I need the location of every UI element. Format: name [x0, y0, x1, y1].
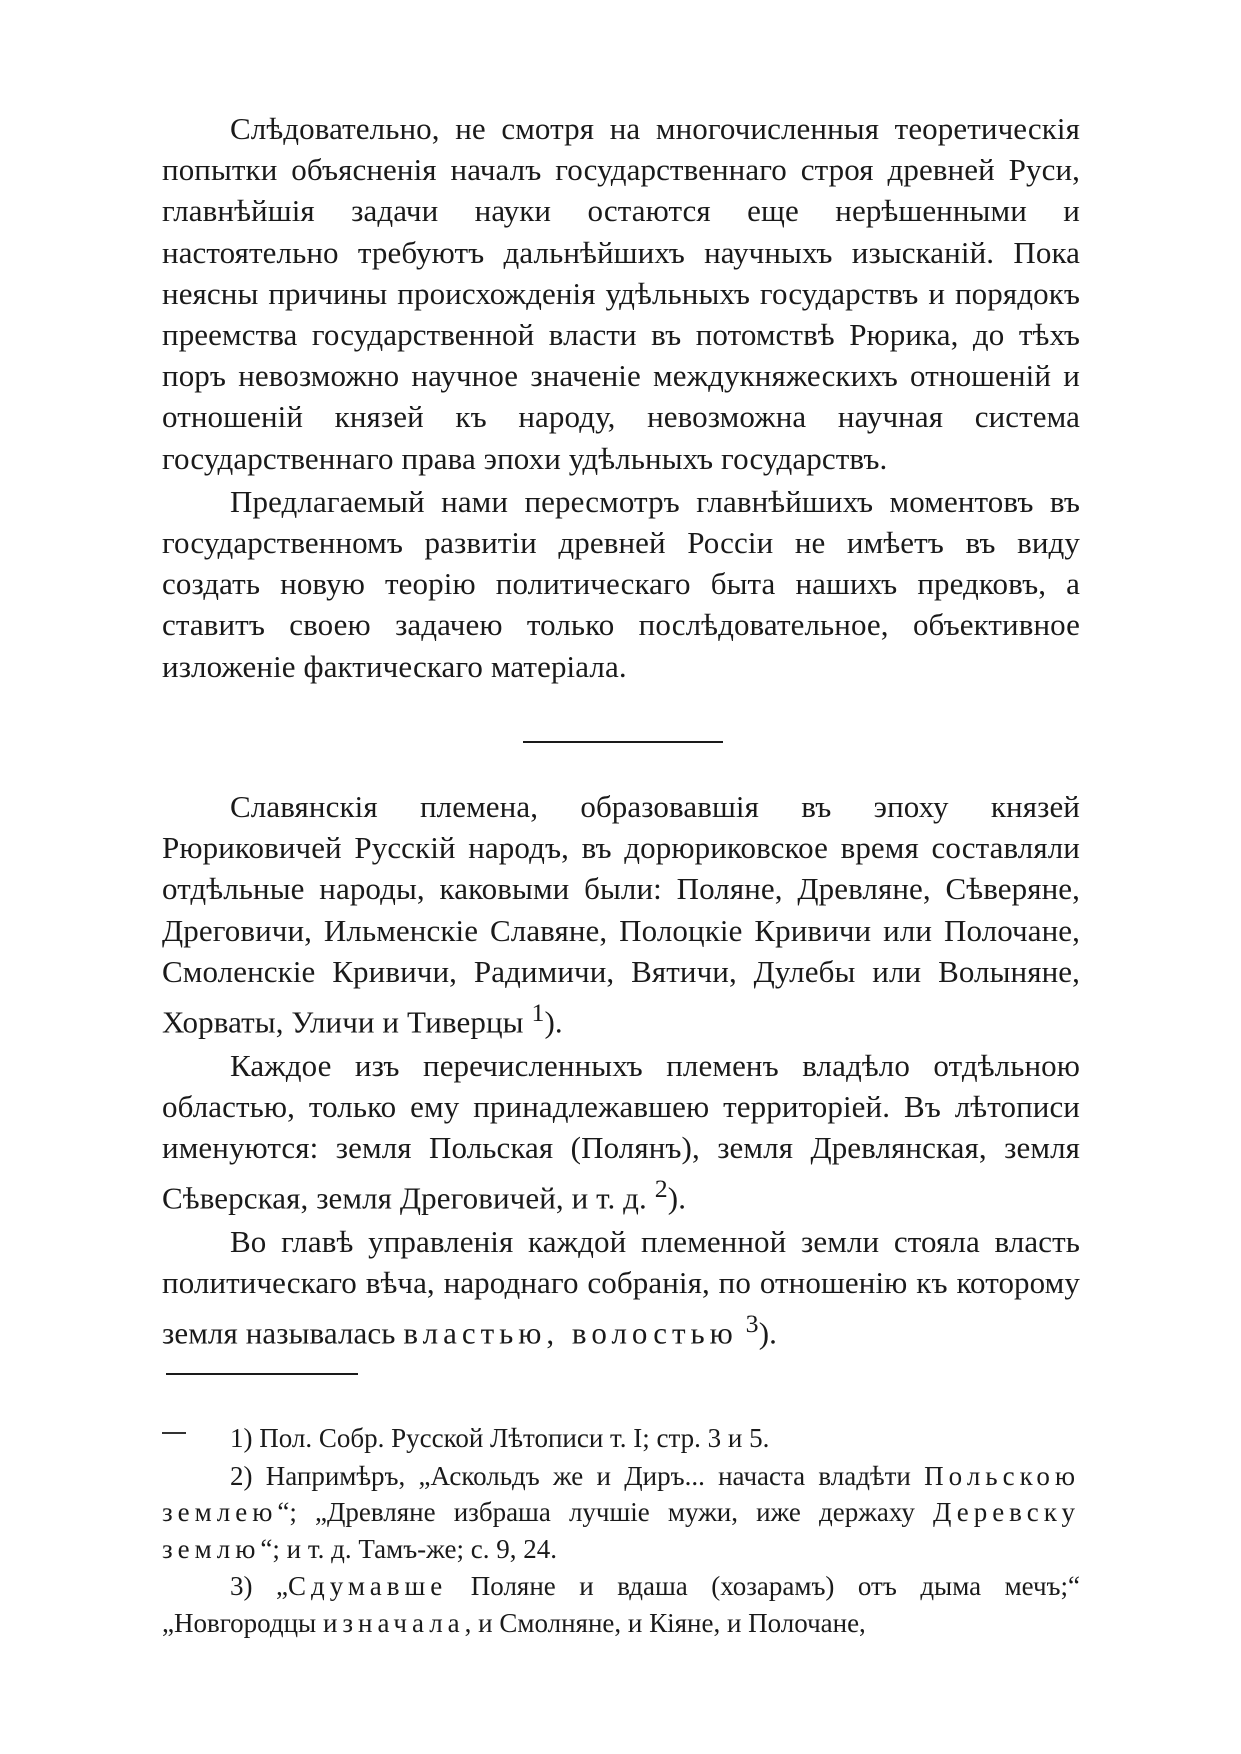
footnote-text: Поляне и вдаша (хозарамъ) отъ дыма мечъ;“ „Новгородцы [162, 1571, 1081, 1638]
footnote-text: “; и т. д. Тамъ-же; с. 9, 24. [260, 1533, 557, 1564]
paragraph-text: Во главѣ управленія каждой племенной земли стояла власть политическаго вѣча, народнаго собранія, по отношенію къ которому земля называлась [162, 1223, 1080, 1351]
footnote-marker: 3) [230, 1571, 253, 1601]
footnote-ref: 3 [745, 1309, 759, 1339]
text-section-slavic-tribes [162, 786, 1080, 1354]
text-section-conclusion [162, 108, 1080, 687]
paragraph: Предлагаемый нами пересмотръ главнѣйшихъ моментовъ въ государственномъ развитіи древней Россіи не имѣетъ въ виду создать новую теорію политическаго быта нашихъ предковъ, а ставитъ своею задачею только послѣдовательное, объективное изложеніе фактическаго матеріала. [162, 483, 1080, 684]
spaced-emphasis: Польскою землею [162, 1460, 1081, 1527]
footnote-text: Напримѣръ, „Аскольдъ же и Диръ... начаста владѣти [265, 1460, 911, 1491]
footnote-marker: 1) [230, 1423, 253, 1453]
footnote-ref: 1 [531, 998, 545, 1028]
paragraph-end: ). [667, 1180, 687, 1216]
paragraph [162, 1221, 1080, 1354]
footnote-2 [162, 1458, 1080, 1568]
footnote-1 [162, 1420, 1080, 1457]
section-separator [523, 741, 723, 743]
paragraph-end: ). [544, 1004, 563, 1040]
spaced-emphasis: Деревску землю [162, 1497, 1080, 1564]
footnote-3 [162, 1568, 1080, 1641]
footnote-text: „ [276, 1571, 288, 1601]
paragraph-text: Славянскія племена, образовавшія въ эпоху князей Рюриковичей Русскій народъ, въ дорюриковское время составляли отдѣльные народы, каковыми были: Поляне, Древляне, Сѣверяне, Дреговичи, Ильменскіе Славяне, Полоцкіе Кривичи или Полочане, Смоленскіе Кривичи, Радимичи, Вятичи, Дулебы или Волыняне, Хорваты, Уличи и Тиверцы [162, 789, 1080, 1040]
footnote-divider [166, 1373, 358, 1375]
footnote-text: “; „Древляне избраша лучшіе мужи, иже держаху [277, 1497, 915, 1527]
paragraph-text: Каждое изъ перечисленныхъ племенъ владѣло отдѣльною областью, только ему принадлежавшею территоріей. Въ лѣтописи именуются: земля Польская (Полянъ), земля Древлянская, земля Сѣверская, земля Дреговичей, и т. д. [162, 1047, 1080, 1216]
paragraph: Слѣдовательно, не смотря на многочисленныя теоретическія попытки объясненія началъ государственнаго строя древней Руси, главнѣйшія задачи науки остаются еще нерѣшенными и настоятельно требуютъ дальнѣйшихъ научныхъ изысканій. Пока неясны причины происхожденія удѣльныхъ государствъ и порядокъ преемства государственной власти въ потомствѣ Рюрика, до тѣхъ поръ невозможно научное значеніе междукняжескихъ отношеній и отношеній князей къ народу, невозможна научная система государственнаго права эпохи удѣльныхъ государствъ. [162, 111, 1080, 476]
footnote-ref: 2 [654, 1174, 668, 1204]
paragraph [162, 1045, 1080, 1219]
footnote-text: Пол. Собр. Русской Лѣтописи т. I; стр. 3 и 5. [259, 1423, 770, 1453]
footnotes [162, 1420, 1080, 1641]
footnote-marker: 2) [230, 1460, 253, 1491]
spaced-emphasis: Сдумавше [287, 1571, 448, 1601]
spaced-emphasis: властью, волостью [403, 1315, 738, 1351]
spaced-emphasis: изначала [322, 1607, 465, 1638]
paragraph [162, 786, 1080, 1043]
paragraph-end: ). [758, 1315, 777, 1351]
footnote-text: , и Смолняне, и Кіяне, и Полочане, [464, 1607, 866, 1638]
